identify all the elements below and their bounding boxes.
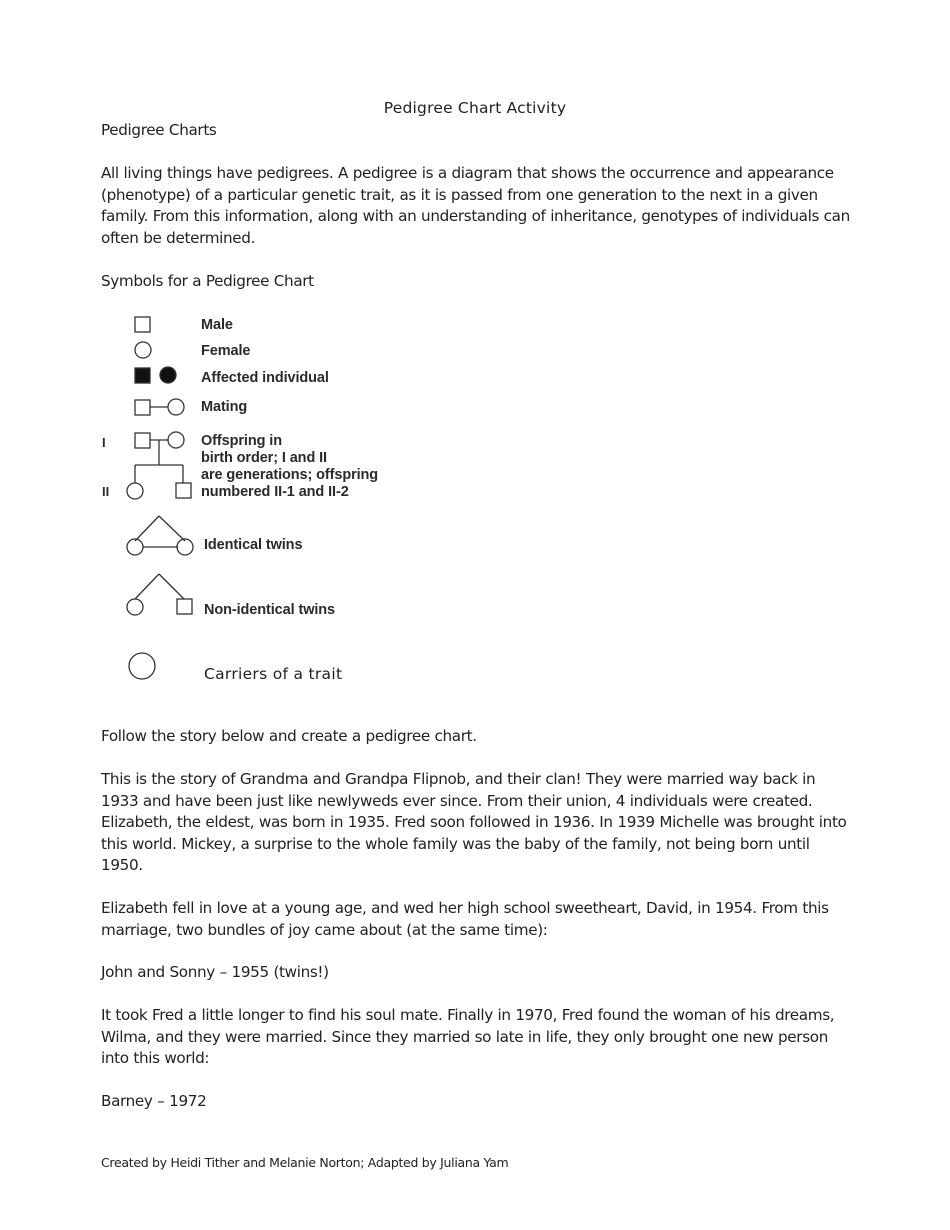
mating-symbol-icon <box>135 399 184 415</box>
story-paragraph-3: It took Fred a little longer to find his soul mate. Finally in 1970, Fred found the woman of his dreams, Wilma, and they were married. Since they married so late in life, they only brought one new person into this world: <box>101 1006 835 1067</box>
female-symbol-icon <box>135 342 151 358</box>
legend-label-carriers: Carriers of a trait <box>204 665 343 683</box>
legend-label-identical-twins: Identical twins <box>204 537 303 553</box>
legend-label-non-identical-twins: Non-identical twins <box>204 602 336 618</box>
legend-label-offspring-1: Offspring in <box>201 433 282 449</box>
affected-male-icon <box>135 368 150 383</box>
section-heading: Pedigree Charts <box>101 121 217 139</box>
legend-label-offspring-4: numbered II-1 and II-2 <box>201 484 349 500</box>
story-paragraph-1: This is the story of Grandma and Grandpa Flipnob, and their clan! They were married way back in 1933 and have been just like newlyweds ever since. From their union, 4 individuals were created. Elizabeth, the eldest, was born in 1935. Fred soon followed in 1936. In 1939 Michelle was brought into this world. Mickey, a surprise to the whole family was the baby of the family, not being born until 1950. <box>101 770 847 874</box>
legend-label-offspring-2: birth order; I and II <box>201 450 327 466</box>
story-paragraph-2: Elizabeth fell in love at a young age, and wed her high school sweetheart, David, in 1954. From this marriage, two bundles of joy came about (at the same time): <box>101 899 829 939</box>
offspring-symbol-icon <box>127 432 191 499</box>
non-identical-twins-icon <box>127 574 192 615</box>
symbols-heading: Symbols for a Pedigree Chart <box>101 272 314 290</box>
legend-label-male: Male <box>201 317 233 333</box>
twins-line: John and Sonny – 1955 (twins!) <box>101 963 329 981</box>
barney-line: Barney – 1972 <box>101 1092 207 1110</box>
carrier-symbol-icon <box>129 653 155 679</box>
legend-label-female: Female <box>201 343 251 359</box>
identical-twins-icon <box>127 516 193 555</box>
document-footer: Created by Heidi Tither and Melanie Norton; Adapted by Juliana Yam <box>101 1155 509 1170</box>
document-title: Pedigree Chart Activity <box>383 99 567 117</box>
pedigree-symbols-legend <box>98 312 428 692</box>
legend-label-affected: Affected individual <box>201 370 329 386</box>
intro-paragraph: All living things have pedigrees. A pedigree is a diagram that shows the occurrence and appearance (phenotype) of a particular genetic trait, as it is passed from one generation to the next in a given family. From this information, along with an understanding of inheritance, genotypes of individuals can often be determined. <box>101 164 850 247</box>
generation-label-2: II <box>102 484 110 499</box>
affected-female-icon <box>160 367 176 383</box>
generation-label-1: I <box>102 435 106 450</box>
legend-label-mating: Mating <box>201 399 248 415</box>
instruction-text: Follow the story below and create a pedigree chart. <box>101 727 477 745</box>
legend-label-offspring-3: are generations; offspring <box>201 467 379 483</box>
male-symbol-icon <box>135 317 150 332</box>
